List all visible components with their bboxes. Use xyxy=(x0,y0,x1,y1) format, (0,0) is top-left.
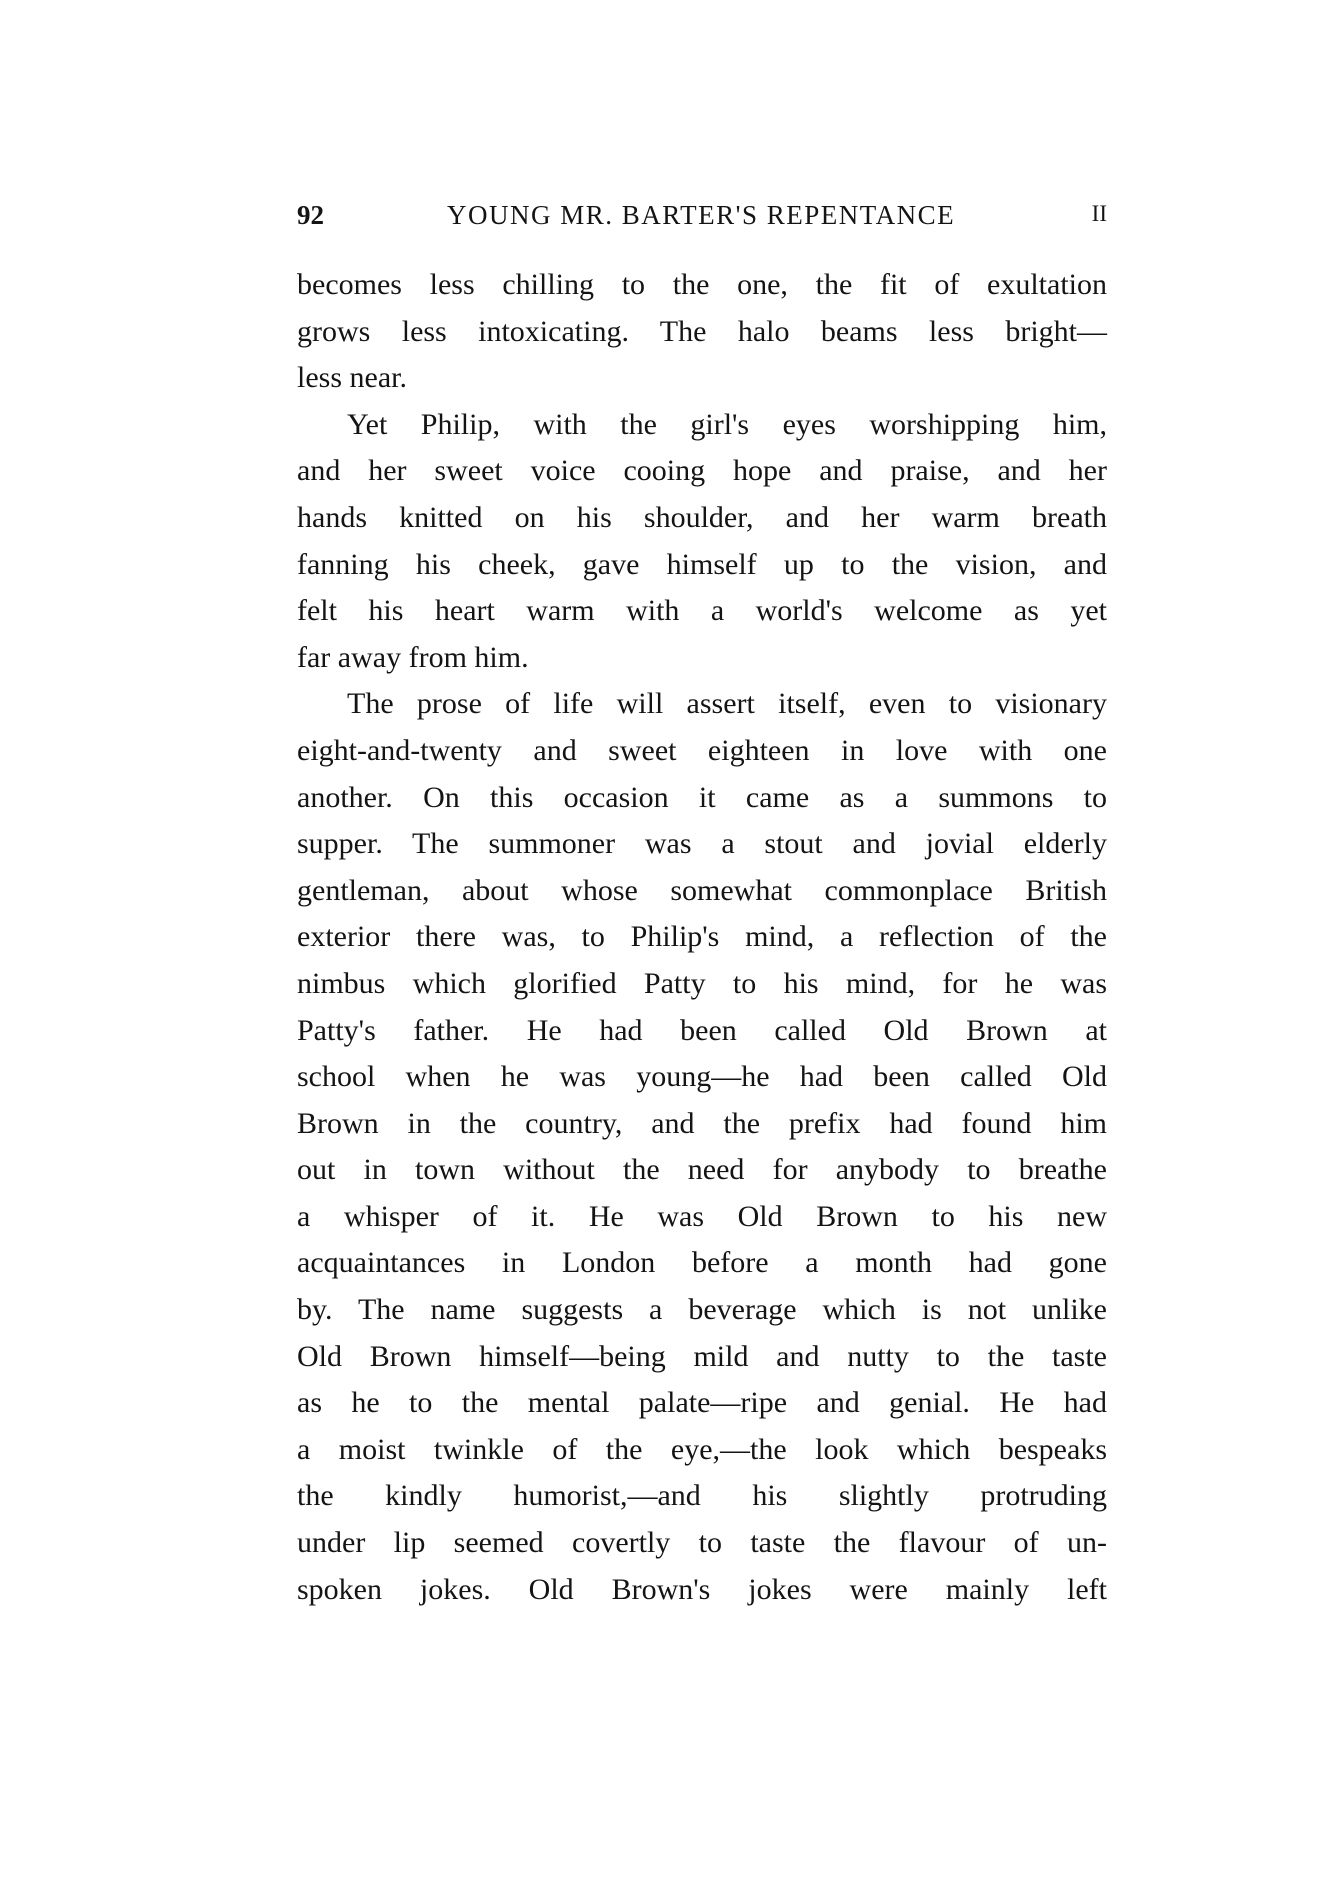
text-line: gentleman, about whose somewhat commonplace British xyxy=(297,873,1107,907)
text-line: spoken jokes. Old Brown's jokes were mainly left xyxy=(297,1572,1107,1606)
text-line: supper. The summoner was a stout and jovial elderly xyxy=(297,827,1107,861)
paragraph-start-line: The prose of life will assert itself, even to visionary xyxy=(347,687,1107,721)
running-title: YOUNG MR. BARTER'S REPENTANCE xyxy=(447,200,956,230)
text-line: and her sweet voice cooing hope and praise, and her xyxy=(297,454,1107,488)
text-line: felt his heart warm with a world's welcome as yet xyxy=(297,594,1107,628)
chapter-number: II xyxy=(1091,201,1107,226)
text-line: hands knitted on his shoulder, and her warm breath xyxy=(297,500,1107,534)
text-line: fanning his cheek, gave himself up to the vision, and xyxy=(297,547,1107,581)
text-line: exterior there was, to Philip's mind, a reflection of the xyxy=(297,920,1107,954)
text-line: Brown in the country, and the prefix had found him xyxy=(297,1106,1107,1140)
text-line: out in town without the need for anybody to breathe xyxy=(297,1153,1107,1187)
text-line: as he to the mental palate—ripe and genial. He had xyxy=(297,1386,1107,1420)
running-head xyxy=(297,200,1107,240)
body-text xyxy=(297,262,1107,1613)
text-line: becomes less chilling to the one, the fit of exultation xyxy=(297,268,1107,301)
text-line: a moist twinkle of the eye,—the look which bespeaks xyxy=(297,1432,1107,1466)
text-line: by. The name suggests a beverage which is not unlike xyxy=(297,1293,1107,1327)
text-line: another. On this occasion it came as a summons to xyxy=(297,780,1107,814)
text-line: the kindly humorist,—and his slightly protruding xyxy=(297,1479,1107,1513)
page-number: 92 xyxy=(297,200,324,230)
text-line: grows less intoxicating. The halo beams less bright— xyxy=(297,314,1107,348)
text-line: acquaintances in London before a month had gone xyxy=(297,1246,1107,1280)
text-line: less near. xyxy=(297,361,407,395)
text-line: school when he was young—he had been called Old xyxy=(297,1060,1107,1094)
text-line: eight-and-twenty and sweet eighteen in love with one xyxy=(297,733,1107,767)
text-line: under lip seemed covertly to taste the flavour of un- xyxy=(297,1526,1107,1560)
text-line: nimbus which glorified Patty to his mind, for he was xyxy=(297,966,1107,1000)
paragraph-start-line: Yet Philip, with the girl's eyes worshipping him, xyxy=(347,407,1107,441)
text-line: a whisper of it. He was Old Brown to his new xyxy=(297,1199,1107,1233)
text-line: far away from him. xyxy=(297,640,529,674)
text-line: Old Brown himself—being mild and nutty to the taste xyxy=(297,1339,1107,1373)
text-line: Patty's father. He had been called Old Brown at xyxy=(297,1013,1107,1047)
